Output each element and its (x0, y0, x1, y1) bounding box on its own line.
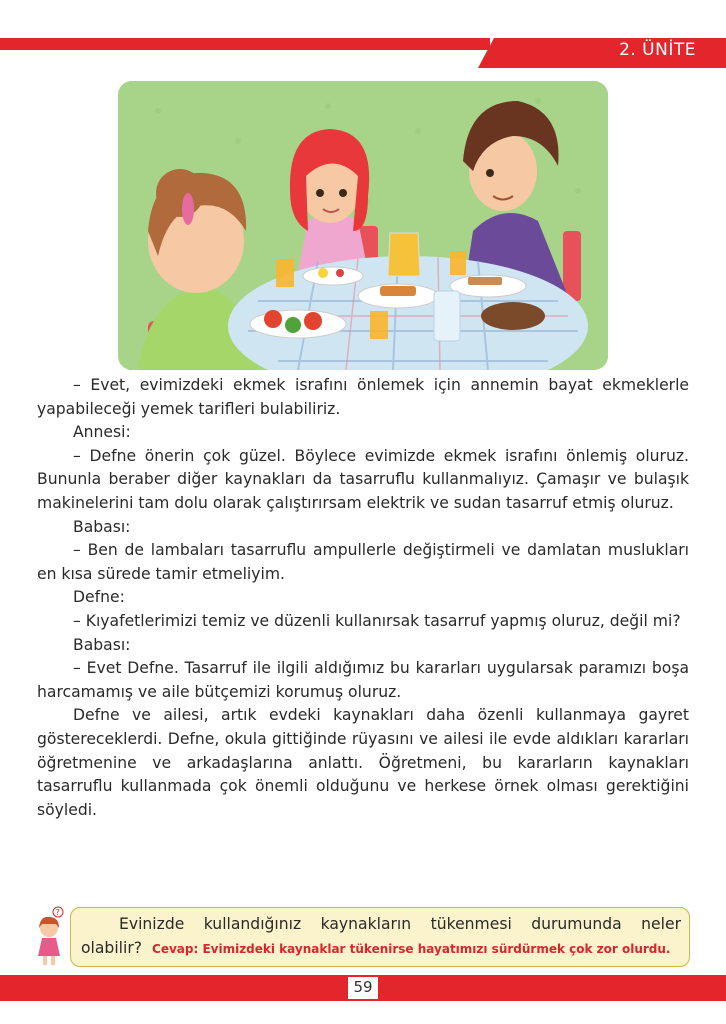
speaker-label: Babası: (73, 517, 131, 536)
story-paragraph: – Ben de lambaları tasarruflu ampullerle değiştirmeli ve damlatan muslukları en kısa sürede tamir etmeliyim. (37, 541, 689, 583)
dinner-scene-image (118, 81, 608, 370)
answer-text: Cevap: Evimizdeki kaynaklar tükenirse hayatımızı sürdürmek çok zor olurdu. (152, 942, 671, 956)
story-paragraph: – Kıyafetlerimizi temiz ve düzenli kullanırsak tasarruf yapmış oluruz, değil mi? (73, 611, 681, 630)
speaker-label: Babası: (73, 635, 131, 654)
story-paragraph: – Evet Defne. Tasarruf ile ilgili aldığımız bu kararları uygularsak paramızı boşa harcamamış ve aile bütçemizi korumuş oluruz. (37, 659, 689, 701)
speaker-label: Annesi: (73, 423, 131, 442)
story-paragraph: – Evet, evimizdeki ekmek israfını önlemek için annemin bayat ekmeklerle yapabileceği yemek tarifleri bulabiliriz. (37, 376, 689, 418)
svg-text:?: ? (55, 908, 60, 917)
page-number: 59 (353, 978, 373, 996)
story-paragraph: Defne ve ailesi, artık evdeki kaynakları daha özenli kullanmaya gayret göstereceklerdi. Defne, okula gittiğinde rüyasını ve ailesi ile evde aldıkları kararları öğretmenine ve arkadaşlarına anlattı. Öğretmeni, bu kararların kaynakları tasarruflu kullanmada çok önemli olduğunu ve herkese örnek olması gerektiğini söyledi. (37, 706, 689, 819)
girl-mascot-icon (32, 906, 68, 968)
question-line-1: Evinizde kullandığınız kaynakların tükenmesi durumunda neler (119, 915, 681, 933)
family-dinner-illustration (118, 81, 608, 370)
story-text (37, 374, 689, 822)
question-box (70, 907, 690, 967)
header-bar (0, 38, 726, 68)
speaker-label: Defne: (73, 588, 125, 607)
header-stripe (0, 38, 490, 50)
question-line-2: olabilir? (81, 939, 143, 957)
story-paragraph: – Defne önerin çok güzel. Böylece evimizde ekmek israfını önlemiş oluruz. Bununla beraber diğer kaynakları da tasarruflu kullanmalıyız. Çamaşır ve bulaşık makinelerini tam dolu olarak çalıştırırsam elektrik ve sudan tasarruf etmiş oluruz. (37, 446, 689, 512)
unit-label: 2. ÜNİTE (619, 40, 696, 60)
